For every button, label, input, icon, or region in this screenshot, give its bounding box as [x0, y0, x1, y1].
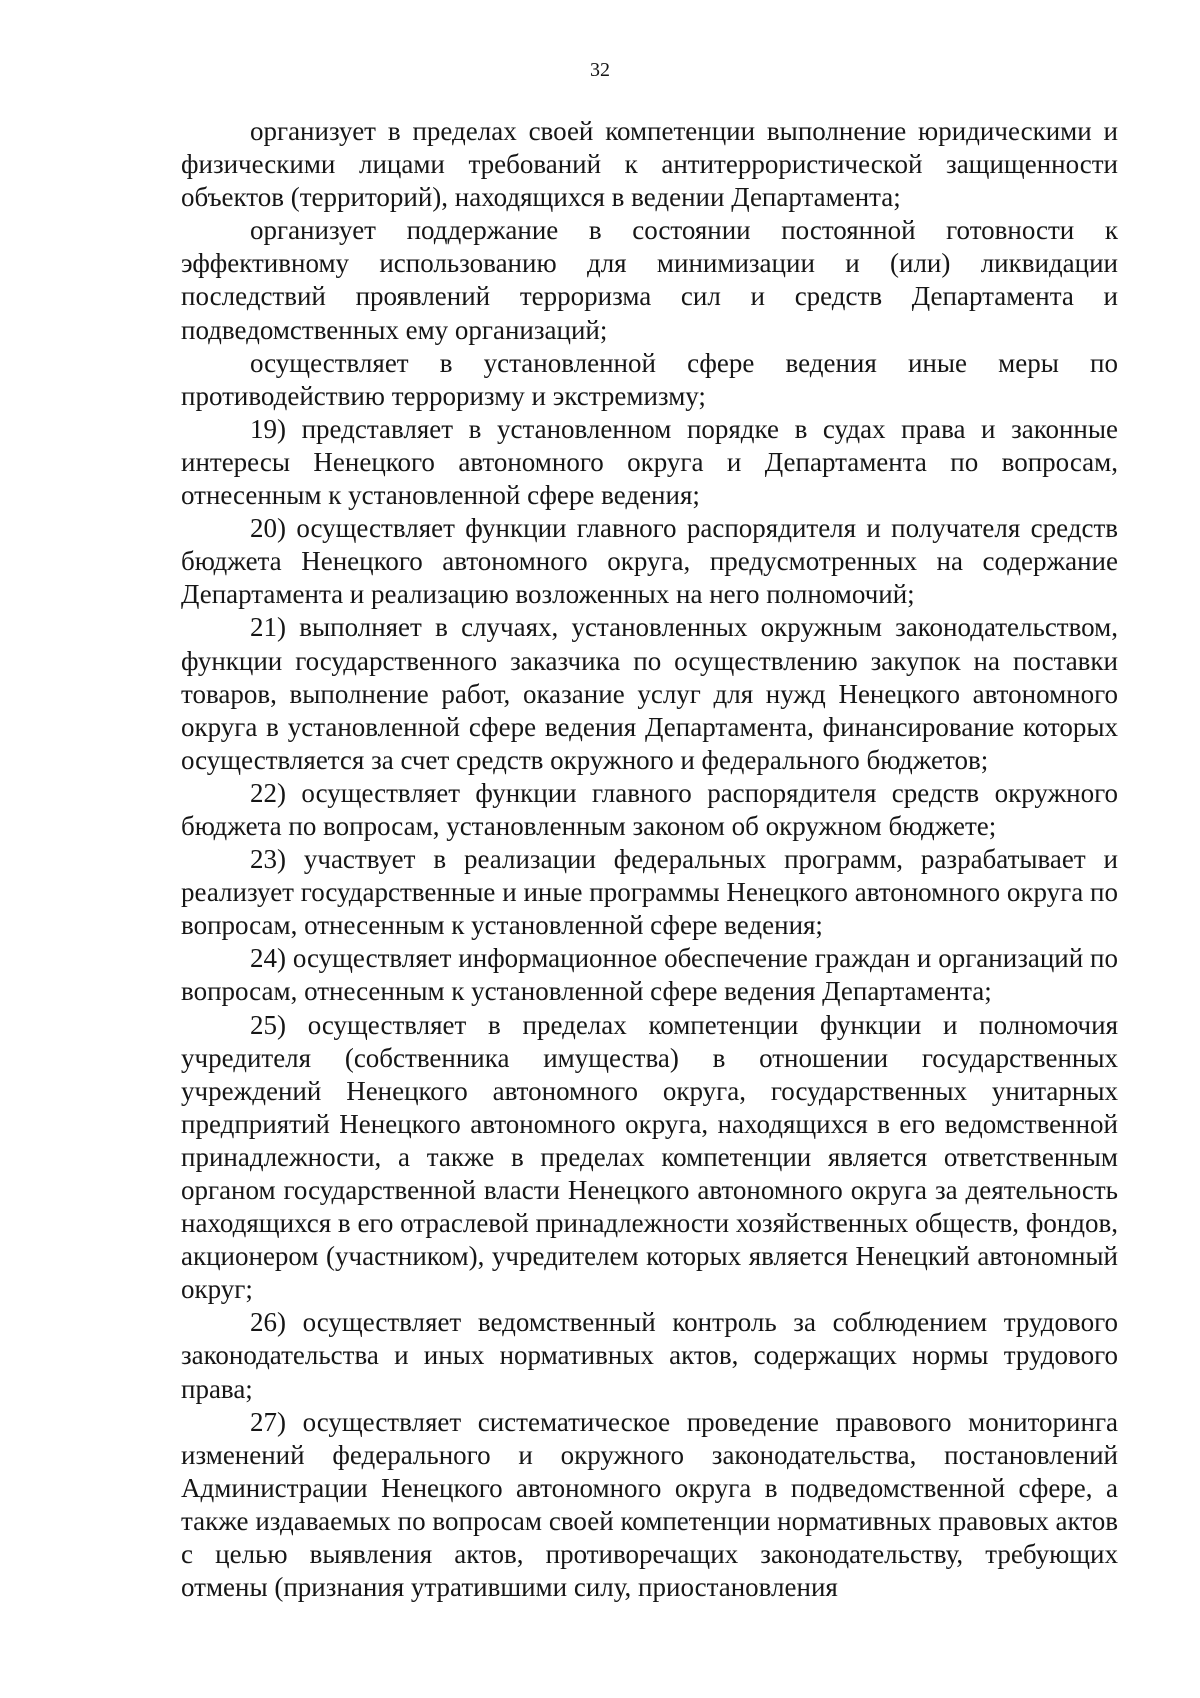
paragraph-item-22: 22) осуществляет функции главного распорядителя средств окружного бюджета по вопросам, установленным законом об окружном бюджете; — [181, 777, 1118, 841]
paragraph-item-20: 20) осуществляет функции главного распорядителя и получателя средств бюджета Ненецкого автономного округа, предусмотренных на содержание Департамента и реализацию возложенных на него полномочий; — [181, 513, 1118, 610]
paragraph-counter-terrorism-measures: осуществляет в установленной сфере ведения иные меры по противодействию терроризму и экстремизму; — [181, 347, 1118, 411]
paragraph-item-21: 21) выполняет в случаях, установленных окружным законодательством, функции государственного заказчика по осуществлению закупок на поставки товаров, выполнение работ, оказание услуг для нужд Ненецкого автономного округа в установленной сфере ведения Департамента, финансирование которых осуществляется за счет средств окружного и федерального бюджетов; — [181, 612, 1118, 775]
page-number: 32 — [590, 59, 610, 81]
paragraph-item-26: 26) осуществляет ведомственный контроль за соблюдением трудового законодательства и иных нормативных актов, содержащих нормы трудового права; — [181, 1307, 1118, 1404]
document-body — [181, 115, 1118, 1604]
paragraph-antiterror-protection: организует в пределах своей компетенции выполнение юридическими и физическими лицами требований к антитеррористической защищенности объектов (территорий), находящихся в ведении Департамента; — [181, 116, 1118, 213]
paragraph-item-19: 19) представляет в установленном порядке в судах права и законные интересы Ненецкого автономного округа и Департамента по вопросам, отнесенным к установленной сфере ведения; — [181, 413, 1118, 511]
paragraph-item-27: 27) осуществляет систематическое проведение правового мониторинга изменений федерального и окружного законодательства, постановлений Администрации Ненецкого автономного округа в подведомственной сфере, а также издаваемых по вопросам своей компетенции нормативных правовых актов с целью выявления актов, противоречащих законодательству, требующих отмены (признания утратившими силу, приостановления — [181, 1406, 1118, 1603]
paragraph-item-23: 23) участвует в реализации федеральных программ, разрабатывает и реализует государственные и иные программы Ненецкого автономного округа по вопросам, отнесенным к установленной сфере ведения; — [181, 844, 1118, 941]
paragraph-item-25: 25) осуществляет в пределах компетенции функции и полномочия учредителя (собственника имущества) в отношении государственных учреждений Ненецкого автономного округа, государственных унитарных предприятий Ненецкого автономного округа, находящихся в его ведомственной принадлежности, а также в пределах компетенции является ответственным органом государственной власти Ненецкого автономного округа за деятельность находящихся в его отраслевой принадлежности хозяйственных обществ, фондов, акционером (участником), учредителем которых является Ненецкий автономный округ; — [181, 1009, 1118, 1305]
paragraph-item-24: 24) осуществляет информационное обеспечение граждан и организаций по вопросам, отнесенным к установленной сфере ведения Департамента; — [181, 943, 1118, 1007]
paragraph-readiness-maintenance: организует поддержание в состоянии постоянной готовности к эффективному использованию для минимизации и (или) ликвидации последствий проявлений терроризма сил и средств Департамента и подведомственных ему организаций; — [181, 215, 1118, 345]
